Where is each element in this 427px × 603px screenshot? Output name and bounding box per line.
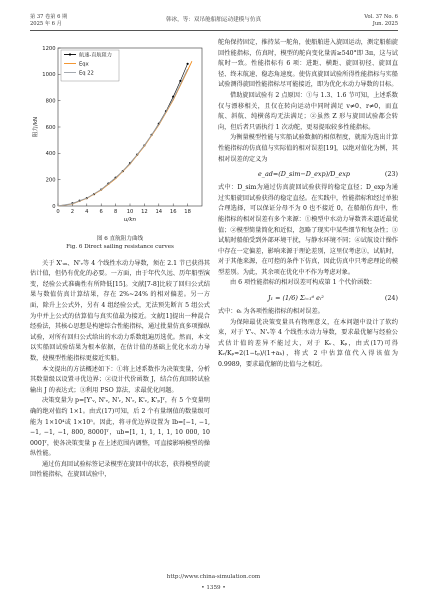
- header-rule: [30, 30, 398, 31]
- x-tick-label: 8: [113, 209, 118, 215]
- x-axis-label: u/kn: [123, 217, 137, 223]
- series-line-0: [72, 61, 187, 204]
- left-paragraph-1: 关于 X'ᵤᵤ、N'ᵥ等 4 个线性水动力导数，须在 2.1 节已获得其估计值，但仍有优化的必要。一方面，由于年代久远、历年船型演变，经验公式准确性有所降低[15]。文献[7-8]比较了回归公式结果与数值仿真计算结果，存在 2%~24% 的相对偏差。另一方面，除升上公式外，另有 4 组经验公式，无法预先断言 5 组公式为中并上公式的估算值与真实值最为接近。文献[1]提出一种混合经验法，其核心思想是构建综合性能指标，通过批量仿真多项操纵试验，对所有回归公式给出的水动力系数组遍历选优。然而，本文以实船回试验结果为根本依据，在估计值的基础上优化水动力导数，使模型性能指标更接近实船。: [30, 259, 210, 362]
- journal-volume: 第 37 卷第 6 期 2025 年 6 月: [30, 14, 68, 27]
- x-tick-label: 4: [85, 209, 89, 215]
- equation-23-expression: e_ad=(D_sim−D_exp)/D_exp: [258, 170, 351, 179]
- x-tick-label: 12: [141, 209, 148, 215]
- right-paragraph-2: 借助旋回试验有 2 点原因：①与 1.3、1.6 节可知，上述系数仅与漂移相关，且仅在转向运动中同时满足 v≠0、r≠0，而直航、斜航、纯横荡均无法满足；②虽然 Z 形与旋回试验都会转向，但后者只需执行 1 次动舵，更易提取较多性能指标。: [218, 91, 398, 131]
- equation-23: [218, 169, 398, 179]
- right-paragraph-6: 式中：eᵢ 为各项性能指标的相对误差。: [218, 308, 324, 316]
- right-paragraph-1: 舵角保持固定，推持某一舵角，使船舶进入旋回运动，测定船舶旋回性能指标，仿真时，模型的舵向变化量需≥540°即 3π，这与试航时一致。性能指标有 6 项：进距、横距、旋回初径、旋回直径、终末航速、稳态角速度。使仿真旋回试验所得性能指标与实船试验测得旋回性能指标尽可能接近，即为优化水动力导数的目标。: [218, 39, 398, 89]
- y-tick-label: 400: [45, 151, 56, 158]
- y-axis-label: 阻力/kN: [33, 116, 39, 138]
- x-tick-label: 6: [99, 209, 103, 215]
- legend-entry: Eq 22: [79, 70, 94, 77]
- equation-24-number: (24): [384, 294, 398, 303]
- right-paragraph-7: 为保障最优决策变量具有物理意义，在本问题中设计了软约束，对于 Y'ᵥ、N'ᵥ等 4 个线性水动力导数，要求最优解与经验公式估计值的差异不能过大，对于 Kᵥ、Kₚ，由式(17)可得 Kᵥ/Kₚ≈2(1−tₚ)/(1+aₕ)，将式 2 中估算值代入得该值为 0.9989，要求最优解的比值与之相近。: [218, 318, 398, 369]
- left-paragraph-4: 通过仿真回试验标签记录模型在旋回中的状态，获得模型的旋回性能指标，在旋回试验中，: [30, 460, 210, 479]
- right-paragraph-5: 由 6 项性能指标的相对误差可构成第 1 个代价函数：: [230, 279, 376, 287]
- x-tick-label: 16: [169, 209, 177, 215]
- series-line-2: [58, 69, 188, 206]
- x-tick-label: 14: [155, 209, 163, 215]
- right-paragraph-4: 式中：D_sim为通过仿真旋回试验获得的稳定直径；D_exp为通过实船旋回试验获得的稳定直径。在实践中，性能指标和经过单独合理选择，可以保证分母不为 0 也不接近 0，在船舶仿真中，性能指标的相对误差有多个来源：①模型中水动力导数普未逼近最优值；②模型简量简化和近似，忽略了现实中某些细节和复杂性；③试航时船舶受到外部环境干扰，与静水环境不同；④试航设计操作中存在一定偏差，影响来源于理论差别，这里仅考虑③，试航时，对于其他来源，在可控的条件下仿真，因此仿真中只考虑理论的模型差别。为此，其余项在优化中不作为考虑对象。: [218, 184, 398, 276]
- right-column: [218, 38, 398, 371]
- y-tick-label: 600: [45, 124, 56, 131]
- right-paragraph-3: 为衡量模型性能与实船试验数据的相似程度，就需为选出计算性能指标的仿真值与实际值的相对误差[19]，以绝对值化为例，其相对误差的定义为: [218, 134, 398, 163]
- x-tick-label: 18: [184, 209, 191, 215]
- legend-entry: Eqx: [79, 61, 89, 68]
- x-tick-label: 0: [56, 209, 60, 215]
- equation-24: [218, 293, 398, 303]
- page-number: • 1359 •: [201, 585, 226, 591]
- x-tick-label: 2: [70, 209, 75, 215]
- left-column: [30, 38, 210, 481]
- journal-volume-en: Vol. 37 No. 6 Jun. 2025: [364, 14, 398, 27]
- left-paragraph-3: 决策变量为 p=[Y'ᵥ, N'ᵥ, N'ᵣ, N'ᵣ, K'ᵥ, K'ₚ]ᵀ，有 5 个变量明确的绝对值约 1×1。由式(17)可知，后 2 个有量纲值的数量级可能为 1×10⁴或 1×10⁵。因此，将寻优边界设置为 lb=[−1, −1, −1, −1, −1, 800, 8000]ᵀ，ub=[1, 1, 1, 1, 1, 10 000, 10 000]ᵀ，使各决策变量 p 在上述范围内调整，可直接影响模型的操纵性能。: [30, 397, 210, 458]
- y-tick-label: 200: [45, 177, 56, 184]
- figure-caption-en: Fig. 6 Direct sailing resistance curves: [66, 243, 174, 250]
- y-tick-label: 0: [52, 203, 56, 210]
- equation-23-number: (23): [384, 170, 398, 179]
- legend-marker: [69, 53, 71, 55]
- x-tick-label: 10: [126, 209, 134, 215]
- series-line-1: [58, 61, 192, 206]
- data-point: [187, 63, 189, 65]
- figure-caption: [30, 235, 210, 251]
- running-title: 韩冰，等：双吊舱船舶运动建模与仿真: [165, 17, 262, 23]
- y-tick-label: 1200: [42, 45, 56, 52]
- y-tick-label: 800: [45, 98, 56, 105]
- figure-caption-cn: 图 6 直航阻力曲线: [96, 235, 144, 242]
- figure-6: [30, 38, 210, 251]
- equation-24-expression: J₁ = (1/6) Σᵢ₌₁⁶ eᵢ²: [268, 294, 324, 303]
- y-tick-label: 1000: [42, 72, 56, 79]
- footer-url: http://www.china-simulation.com: [166, 574, 261, 580]
- legend-entry: 航速-直航阻力: [79, 52, 112, 59]
- resistance-chart: [30, 38, 210, 228]
- left-paragraph-2: 本文提出的方法概述如下：①将上述系数作为决策变量，分析其数量级以设置寻优边界；②设计代价函数 J，结合仿真回转试验输出 J 的表达式；③利用 PSO 算法，求最优化问题。: [30, 365, 210, 394]
